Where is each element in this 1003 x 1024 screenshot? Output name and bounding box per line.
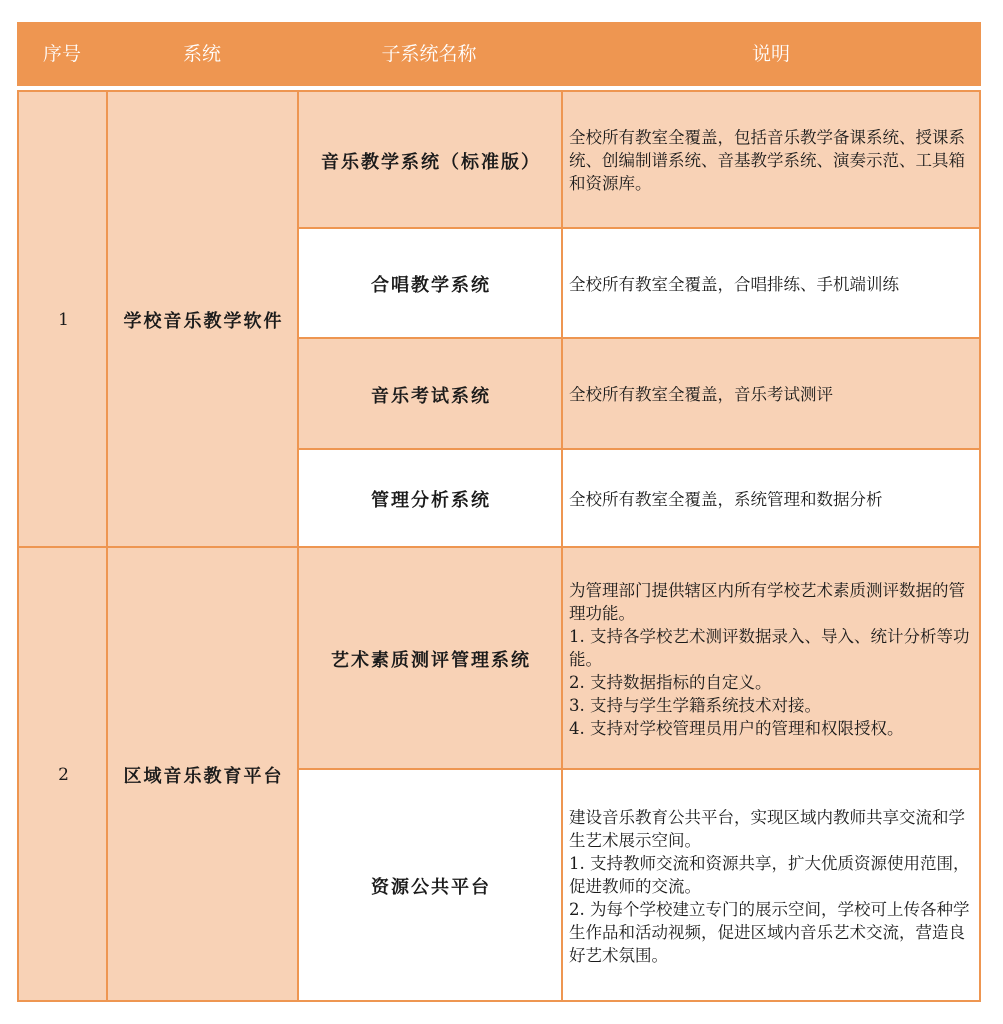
group-1-index: 1 [17,90,108,548]
desc-art-assessment [561,546,981,770]
header-subsystem: 子系统名称 [381,43,477,65]
desc-line: 全校所有教室全覆盖，包括音乐教学备课系统、授课系统、创编制谱系统、音基教学系统、演奏示范、工具箱和资源库。 [569,128,965,193]
desc-line: 4. 支持对学校管理员用户的管理和权限授权。 [569,718,904,738]
desc-line: 1. 支持教师交流和资源共享，扩大优质资源使用范围，促进教师的交流。 [569,853,970,896]
subsystem-music-teaching: 音乐教学系统（标准版） [297,90,563,229]
header-index: 序号 [42,43,81,65]
desc-line: 为管理部门提供辖区内所有学校艺术素质测评数据的管理功能。 [569,580,965,623]
desc-music-exam [561,337,981,450]
desc-music-teaching [561,90,981,229]
table-body [17,90,981,1002]
desc-line: 2. 为每个学校建立专门的展示空间，学校可上传各种学生作品和活动视频，促进区域内音乐艺术交流，营造良好艺术氛围。 [569,899,970,965]
table-right-border [979,90,981,1002]
desc-line: 全校所有教室全覆盖，音乐考试测评 [569,385,833,404]
desc-line: 3. 支持与学生学籍系统技术对接。 [569,695,821,715]
subsystem-table [17,22,981,1002]
table-header [17,22,981,86]
desc-line: 全校所有教室全覆盖，合唱排练、手机端训练 [569,274,899,294]
group-2-system: 区域音乐教育平台 [106,546,299,1002]
desc-line: 建设音乐教育公共平台，实现区域内教师共享交流和学生艺术展示空间。 [569,807,965,850]
header-system: 系统 [182,43,221,65]
table-bottom-border [17,1000,981,1002]
desc-choir-teaching [561,227,981,339]
desc-line: 1. 支持各学校艺术测评数据录入、导入、统计分析等功能。 [569,626,970,669]
group-1-system: 学校音乐教学软件 [106,90,299,548]
desc-management-analysis [561,448,981,548]
subsystem-choir-teaching: 合唱教学系统 [297,227,563,339]
desc-line: 2. 支持数据指标的自定义。 [569,672,772,692]
header-description: 说明 [751,43,790,65]
subsystem-art-assessment: 艺术素质测评管理系统 [297,546,563,770]
desc-resource-platform [561,768,981,1002]
subsystem-music-exam: 音乐考试系统 [297,337,563,450]
subsystem-management-analysis: 管理分析系统 [297,448,563,548]
subsystem-resource-platform: 资源公共平台 [297,768,563,1002]
desc-line: 全校所有教室全覆盖，系统管理和数据分析 [569,489,883,509]
group-2-index: 2 [17,546,108,1002]
